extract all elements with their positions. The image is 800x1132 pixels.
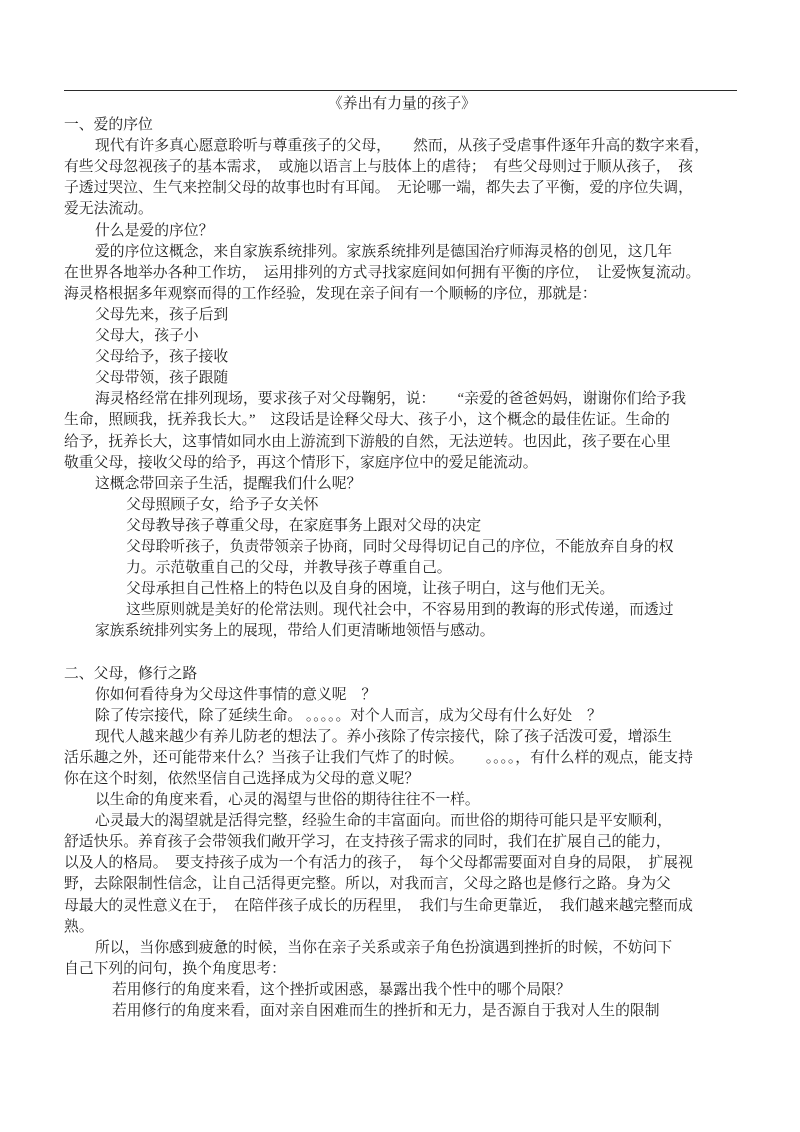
text-line: 这概念带回亲子生活，提醒我们什么呢？ [95,475,362,492]
text-line: 除了传宗接代，除了延续生命。 。。。。。对个人而言，成为父母有什么好处 ？ [95,707,602,724]
text-line: 在世界各地举办各种工作坊， 运用排列的方式寻找家庭间如何拥有平衡的序位， 让爱恢复流动。 [64,264,701,281]
text-line: 父母大，孩子小 [95,328,199,345]
text-line: 野，去除限制性信念，让自己活得更完整。所以，对我而言，父母之路也是修行之路。身为父 [64,876,671,893]
text-line: 有些父母忽视孩子的基本需求， 或施以语言上与肢体上的虐待； 有些父母则过于顺从孩子， 孩 [64,159,693,176]
text-line: 爱的序位这概念，来自家族系统排列。家族系统排列是德国治疗师海灵格的创见，这几年 [95,243,673,260]
text-line: 你如何看待身为父母这件事情的意义呢 ？ [95,686,377,703]
text-line: 父母教导孩子尊重父母，在家庭事务上跟对父母的决定 [126,517,482,534]
text-line: 父母先来，孩子后到 [95,306,229,323]
text-line: 一、爱的序位 [64,117,153,134]
text-line: 父母带领，孩子跟随 [95,370,229,387]
blank-line [64,642,740,663]
text-line: 所以，当你感到疲惫的时候，当你在亲子关系或亲子角色扮演遇到挫折的时候，不妨问下 [95,939,673,956]
text-line: 力。示范敬重自己的父母，并教导孩子尊重自己。 [126,560,452,577]
text-line: 父母给予，孩子接收 [95,349,229,366]
text-line: 心灵最大的渴望就是活得完整，经验生命的丰富面向。而世俗的期待可能只是平安顺利， [95,813,673,830]
text-line: 家族系统排列实务上的展现，带给人们更清晰地领悟与感动。 [95,623,495,640]
text-line: 子透过哭泣、生气来控制父母的故事也时有耳闻。 无论哪一端，都失去了平衡，爱的序位失调， [64,180,693,197]
document-title: 《养出有力量的孩子》 [328,96,476,112]
text-line: 现代人越来越少有养儿防老的想法了。养小孩除了传宗接代，除了孩子活泼可爱，增添生 [95,728,673,745]
text-line: 若用修行的角度来看，这个挫折或困惑，暴露出我个性中的哪个局限？ [112,981,571,998]
text-line: 给予，抚养长大，这事情如同水由上游流到下游般的自然，无法逆转。也因此，孩子要在心里 [64,433,671,450]
text-line: 二、父母，修行之路 [64,665,198,682]
text-line: 爱无法流动。 [64,201,153,218]
text-line: 熟。 [64,918,94,935]
text-line: 海灵格根据多年观察而得的工作经验，发现在亲子间有一个顺畅的序位，那就是： [64,285,597,302]
text-line: 以生命的角度来看，心灵的渴望与世俗的期待往往不一样。 [95,792,480,809]
document-lines [64,115,740,1022]
text-line: 生命，照顾我，抚养我长大。” 这段话是诠释父母大、孩子小，这个概念的最佳佐证。生命的 [64,412,670,429]
text-line: 父母承担自己性格上的特色以及自身的困境，让孩子明白，这与他们无关。 [126,581,615,598]
text-line: 你在这个时刻，依然坚信自己选择成为父母的意义呢？ [64,771,420,787]
text-line: 自己下列的问句，换个角度思考： [64,960,286,977]
text-line: 海灵格经常在排列现场，要求孩子对父母鞠躬，说： “亲爱的爸爸妈妈，谢谢你们给予我 [95,391,687,408]
text-line: 父母照顾子女，给予子女关怀 [126,496,319,513]
text-line: 这些原则就是美好的伦常法则。现代社会中，不容易用到的教诲的形式传递，而透过 [126,602,674,619]
text-line: 活乐趣之外，还可能带来什么？当孩子让我们气炸了的时候。 。。。。，有什么样的观点，能支持 [64,749,693,766]
text-line: 若用修行的角度来看，面对亲自困难而生的挫折和无力，是否源自于我对人生的限制 [112,1003,660,1020]
text-line: 敬重父母，接收父母的给予，再这个情形下，家庭序位中的爱足能流动。 [64,454,538,471]
text-line: 什么是爱的序位？ [95,222,214,239]
text-line: 父母聆听孩子，负责带领亲子协商，同时父母得切记自己的序位，不能放弃自身的权 [126,538,674,555]
document-content [64,94,740,1022]
text-line: 舒适快乐。养育孩子会带领我们敞开学习，在支持孩子需求的同时，我们在扩展自己的能力， [64,834,671,851]
header-rule [64,90,737,91]
text-line: 母最大的灵性意义在于， 在陪伴孩子成长的历程里， 我们与生命更靠近， 我们越来越完整而成 [64,897,693,914]
text-line: 以及人的格局。 要支持孩子成为一个有活力的孩子， 每个父母都需要面对自身的局限， 扩展视 [64,855,693,872]
text-line: 现代有许多真心愿意聆听与尊重孩子的父母， 然而，从孩子受虐事件逐年升高的数字来看， [95,138,710,155]
